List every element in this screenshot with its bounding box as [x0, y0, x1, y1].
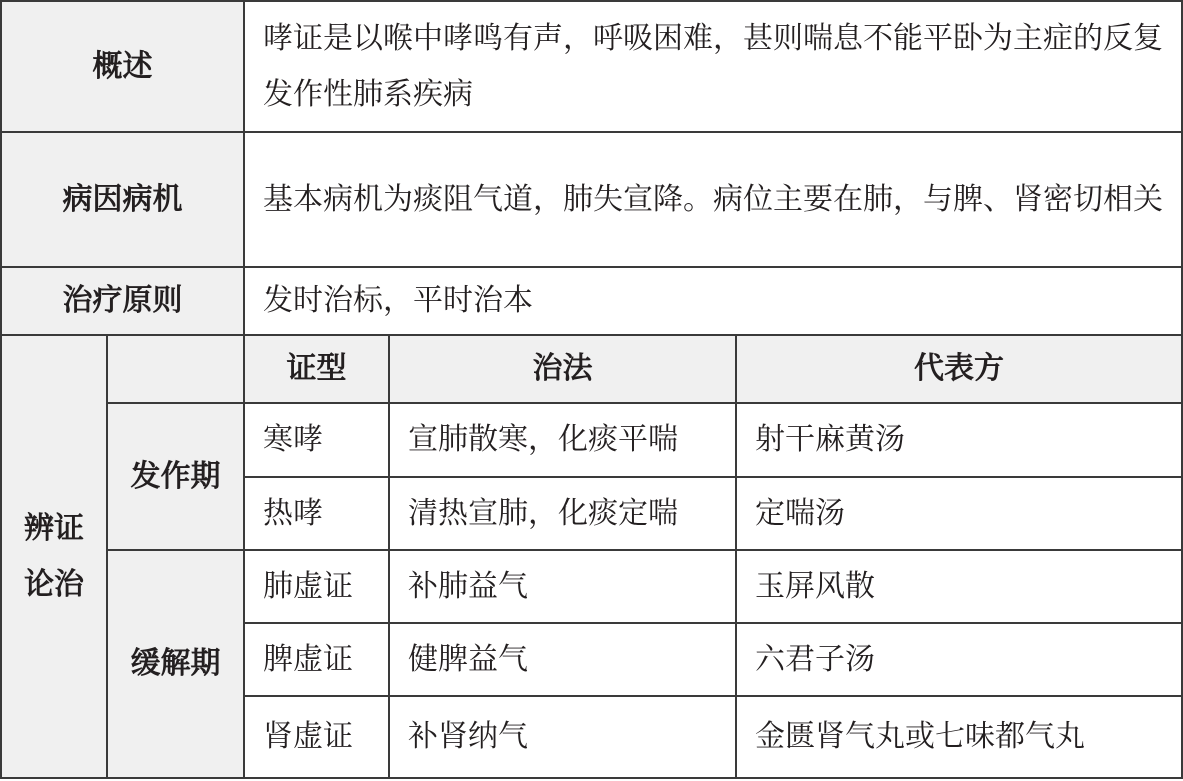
formula-cell: 玉屏风散 [736, 550, 1182, 623]
header-row [1, 335, 1182, 403]
attack-phase-label: 发作期 [107, 403, 244, 550]
etiology-label: 病因病机 [1, 132, 244, 267]
overview-row [1, 1, 1182, 132]
overview-text: 哮证是以喉中哮鸣有声，呼吸困难，甚则喘息不能平卧为主症的反复发作性肺系疾病 [244, 1, 1182, 132]
syndrome-cell: 肾虚证 [244, 696, 389, 778]
principle-label: 治疗原则 [1, 267, 244, 335]
formula-cell: 六君子汤 [736, 623, 1182, 696]
formula-cell: 定喘汤 [736, 477, 1182, 550]
treatment-label-line2: 论治 [24, 566, 84, 602]
method-cell: 补肺益气 [389, 550, 736, 623]
treatment-label-line1: 辨证 [24, 510, 84, 546]
formula-cell: 射干麻黄汤 [736, 403, 1182, 477]
formula-header: 代表方 [736, 335, 1182, 403]
syndrome-cell: 寒哮 [244, 403, 389, 477]
syndrome-cell: 热哮 [244, 477, 389, 550]
etiology-row [1, 132, 1182, 267]
method-cell: 清热宣肺，化痰定喘 [389, 477, 736, 550]
formula-cell: 金匮肾气丸或七味都气丸 [736, 696, 1182, 778]
etiology-text: 基本病机为痰阻气道，肺失宣降。病位主要在肺，与脾、肾密切相关 [244, 132, 1182, 267]
principle-text: 发时治标，平时治本 [244, 267, 1182, 335]
principle-row [1, 267, 1182, 335]
overview-label: 概述 [1, 1, 244, 132]
syndrome-header: 证型 [244, 335, 389, 403]
remission-phase-label: 缓解期 [107, 550, 244, 778]
treatment-label [1, 335, 107, 778]
method-cell: 宣肺散寒，化痰平喘 [389, 403, 736, 477]
syndrome-cell: 肺虚证 [244, 550, 389, 623]
syndrome-cell: 脾虚证 [244, 623, 389, 696]
table-row [1, 403, 1182, 477]
method-cell: 补肾纳气 [389, 696, 736, 778]
method-header: 治法 [389, 335, 736, 403]
table-row [1, 550, 1182, 623]
method-cell: 健脾益气 [389, 623, 736, 696]
phase-header-blank [107, 335, 244, 403]
